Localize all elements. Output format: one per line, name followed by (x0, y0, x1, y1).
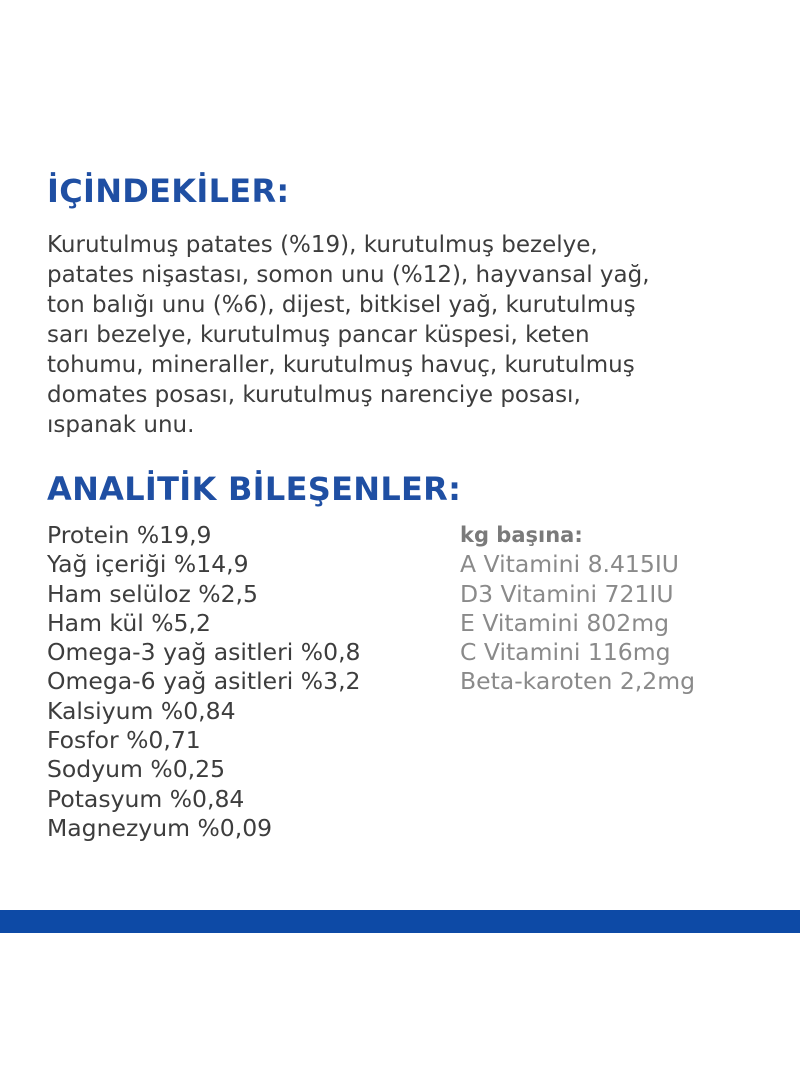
analytic-item-crude-ash: Ham kül %5,2 (47, 608, 211, 637)
vitamin-item-d3: D3 Vitamini 721IU (460, 579, 674, 608)
ingredients-line: domates posası, kurutulmuş narenciye posası, (47, 382, 581, 408)
footer-blue-band (0, 910, 800, 933)
ingredients-line: ton balığı unu (%6), dijest, bitkisel yağ, kurutulmuş (47, 292, 636, 318)
analytic-item-magnesium: Magnezyum %0,09 (47, 813, 273, 842)
ingredients-line: patates nişastası, somon unu (%12), hayvansal yağ, (47, 262, 650, 288)
per-kg-heading: kg başına: (460, 523, 583, 547)
ingredients-text (47, 230, 777, 440)
analytic-components-list (47, 521, 361, 843)
vitamin-item-a: A Vitamini 8.415IU (460, 550, 679, 579)
vitamins-list (460, 550, 790, 696)
ingredients-line: tohumu, mineraller, kurutulmuş havuç, kurutulmuş (47, 352, 635, 378)
analytic-item-omega-6: Omega-6 yağ asitleri %3,2 (47, 667, 361, 696)
analytic-item-fat: Yağ içeriği %14,9 (47, 550, 249, 579)
analytic-item-potassium: Potasyum %0,84 (47, 784, 245, 813)
analytic-item-protein: Protein %19,9 (47, 521, 212, 549)
analytic-item-crude-fiber: Ham selüloz %2,5 (47, 579, 258, 608)
vitamin-item-e: E Vitamini 802mg (460, 608, 669, 637)
analytic-item-sodium: Sodyum %0,25 (47, 755, 226, 784)
per-kg-section (460, 521, 790, 697)
analytic-item-calcium: Kalsiyum %0,84 (47, 696, 236, 725)
analytic-components-heading: ANALİTİK BİLEŞENLER: (47, 470, 462, 508)
ingredients-heading: İÇİNDEKİLER: (47, 172, 290, 210)
vitamin-item-c: C Vitamini 116mg (460, 638, 671, 667)
vitamin-item-beta-carotene: Beta-karoten 2,2mg (460, 667, 696, 696)
analytic-item-phosphorus: Fosfor %0,71 (47, 726, 201, 755)
ingredients-line: Kurutulmuş patates (%19), kurutulmuş bezelye, (47, 232, 598, 258)
ingredients-line: ıspanak unu. (47, 412, 195, 438)
analytic-item-omega-3: Omega-3 yağ asitleri %0,8 (47, 638, 361, 667)
ingredients-line: sarı bezelye, kurutulmuş pancar küspesi, keten (47, 322, 590, 348)
